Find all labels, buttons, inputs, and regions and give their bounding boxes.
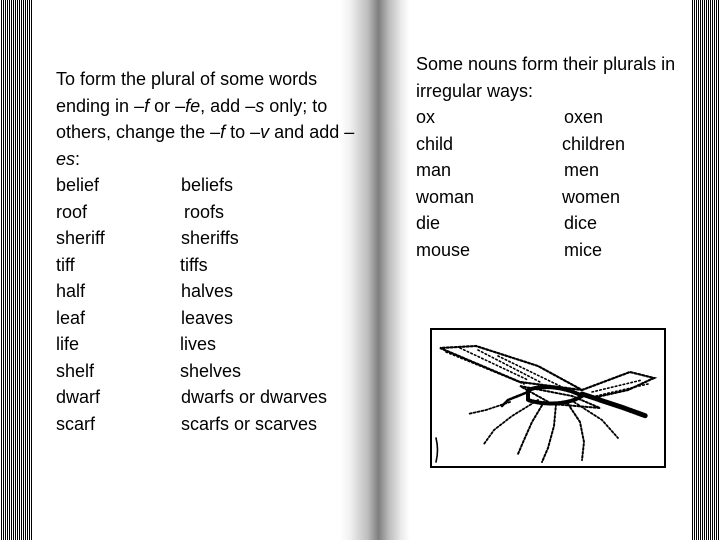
plural-word: men xyxy=(564,160,600,180)
left-page-intro: To form the plural of some words ending in –f or –fe, add –s only; to others, change the –f to –v and add –es: xyxy=(56,69,355,169)
word-pair xyxy=(56,411,356,438)
singular-word: half xyxy=(56,281,86,301)
plural-word: scarfs or scarves xyxy=(181,413,318,434)
singular-word: die xyxy=(416,213,441,233)
singular-word: dwarf xyxy=(56,387,101,407)
plural-word: roofs xyxy=(184,201,225,222)
word-pair xyxy=(56,331,356,358)
word-pair xyxy=(56,384,356,411)
word-pair xyxy=(56,252,356,279)
plural-word: leaves xyxy=(181,307,234,328)
mosquito-illustration xyxy=(430,328,666,468)
singular-word: man xyxy=(416,160,452,180)
word-pair xyxy=(416,184,692,211)
plural-word: mice xyxy=(564,239,603,260)
plural-word: children xyxy=(562,133,626,154)
singular-word: ox xyxy=(416,107,436,127)
right-word-list xyxy=(416,104,692,263)
word-pair xyxy=(416,237,692,264)
word-pair xyxy=(56,172,356,199)
left-word-list xyxy=(56,172,356,437)
word-pair xyxy=(416,104,692,131)
word-pair xyxy=(56,225,356,252)
plural-word: sheriffs xyxy=(181,228,239,248)
right-page-intro: Some nouns form their plurals in irregular ways: xyxy=(416,54,676,101)
singular-word: shelf xyxy=(56,360,95,381)
word-pair xyxy=(56,199,356,226)
plural-word: dwarfs or dwarves xyxy=(181,387,328,407)
singular-word: sheriff xyxy=(56,228,105,248)
singular-word: belief xyxy=(56,175,100,195)
word-pair xyxy=(56,305,356,332)
plural-word: women xyxy=(562,186,621,207)
right-page xyxy=(416,51,692,263)
singular-word: woman xyxy=(416,186,475,207)
plural-word: tiffs xyxy=(180,254,208,275)
word-pair xyxy=(56,278,356,305)
plural-word: shelves xyxy=(180,360,242,381)
singular-word: tiff xyxy=(56,254,75,275)
left-page xyxy=(56,66,356,437)
singular-word: life xyxy=(56,334,80,354)
plural-word: beliefs xyxy=(181,175,234,195)
singular-word: scarf xyxy=(56,413,96,434)
plural-word: lives xyxy=(180,334,217,354)
word-pair xyxy=(416,210,692,237)
mosquito-icon xyxy=(432,330,664,466)
plural-word: dice xyxy=(564,213,598,233)
plural-word: oxen xyxy=(564,107,604,127)
word-pair xyxy=(416,131,692,158)
singular-word: mouse xyxy=(416,239,471,260)
word-pair xyxy=(56,358,356,385)
page-stack-right-edge xyxy=(692,0,720,540)
plural-word: halves xyxy=(181,281,234,301)
singular-word: child xyxy=(416,133,454,154)
page-stack-left-edge xyxy=(0,0,32,540)
singular-word: roof xyxy=(56,201,88,222)
word-pair xyxy=(416,157,692,184)
singular-word: leaf xyxy=(56,307,86,328)
